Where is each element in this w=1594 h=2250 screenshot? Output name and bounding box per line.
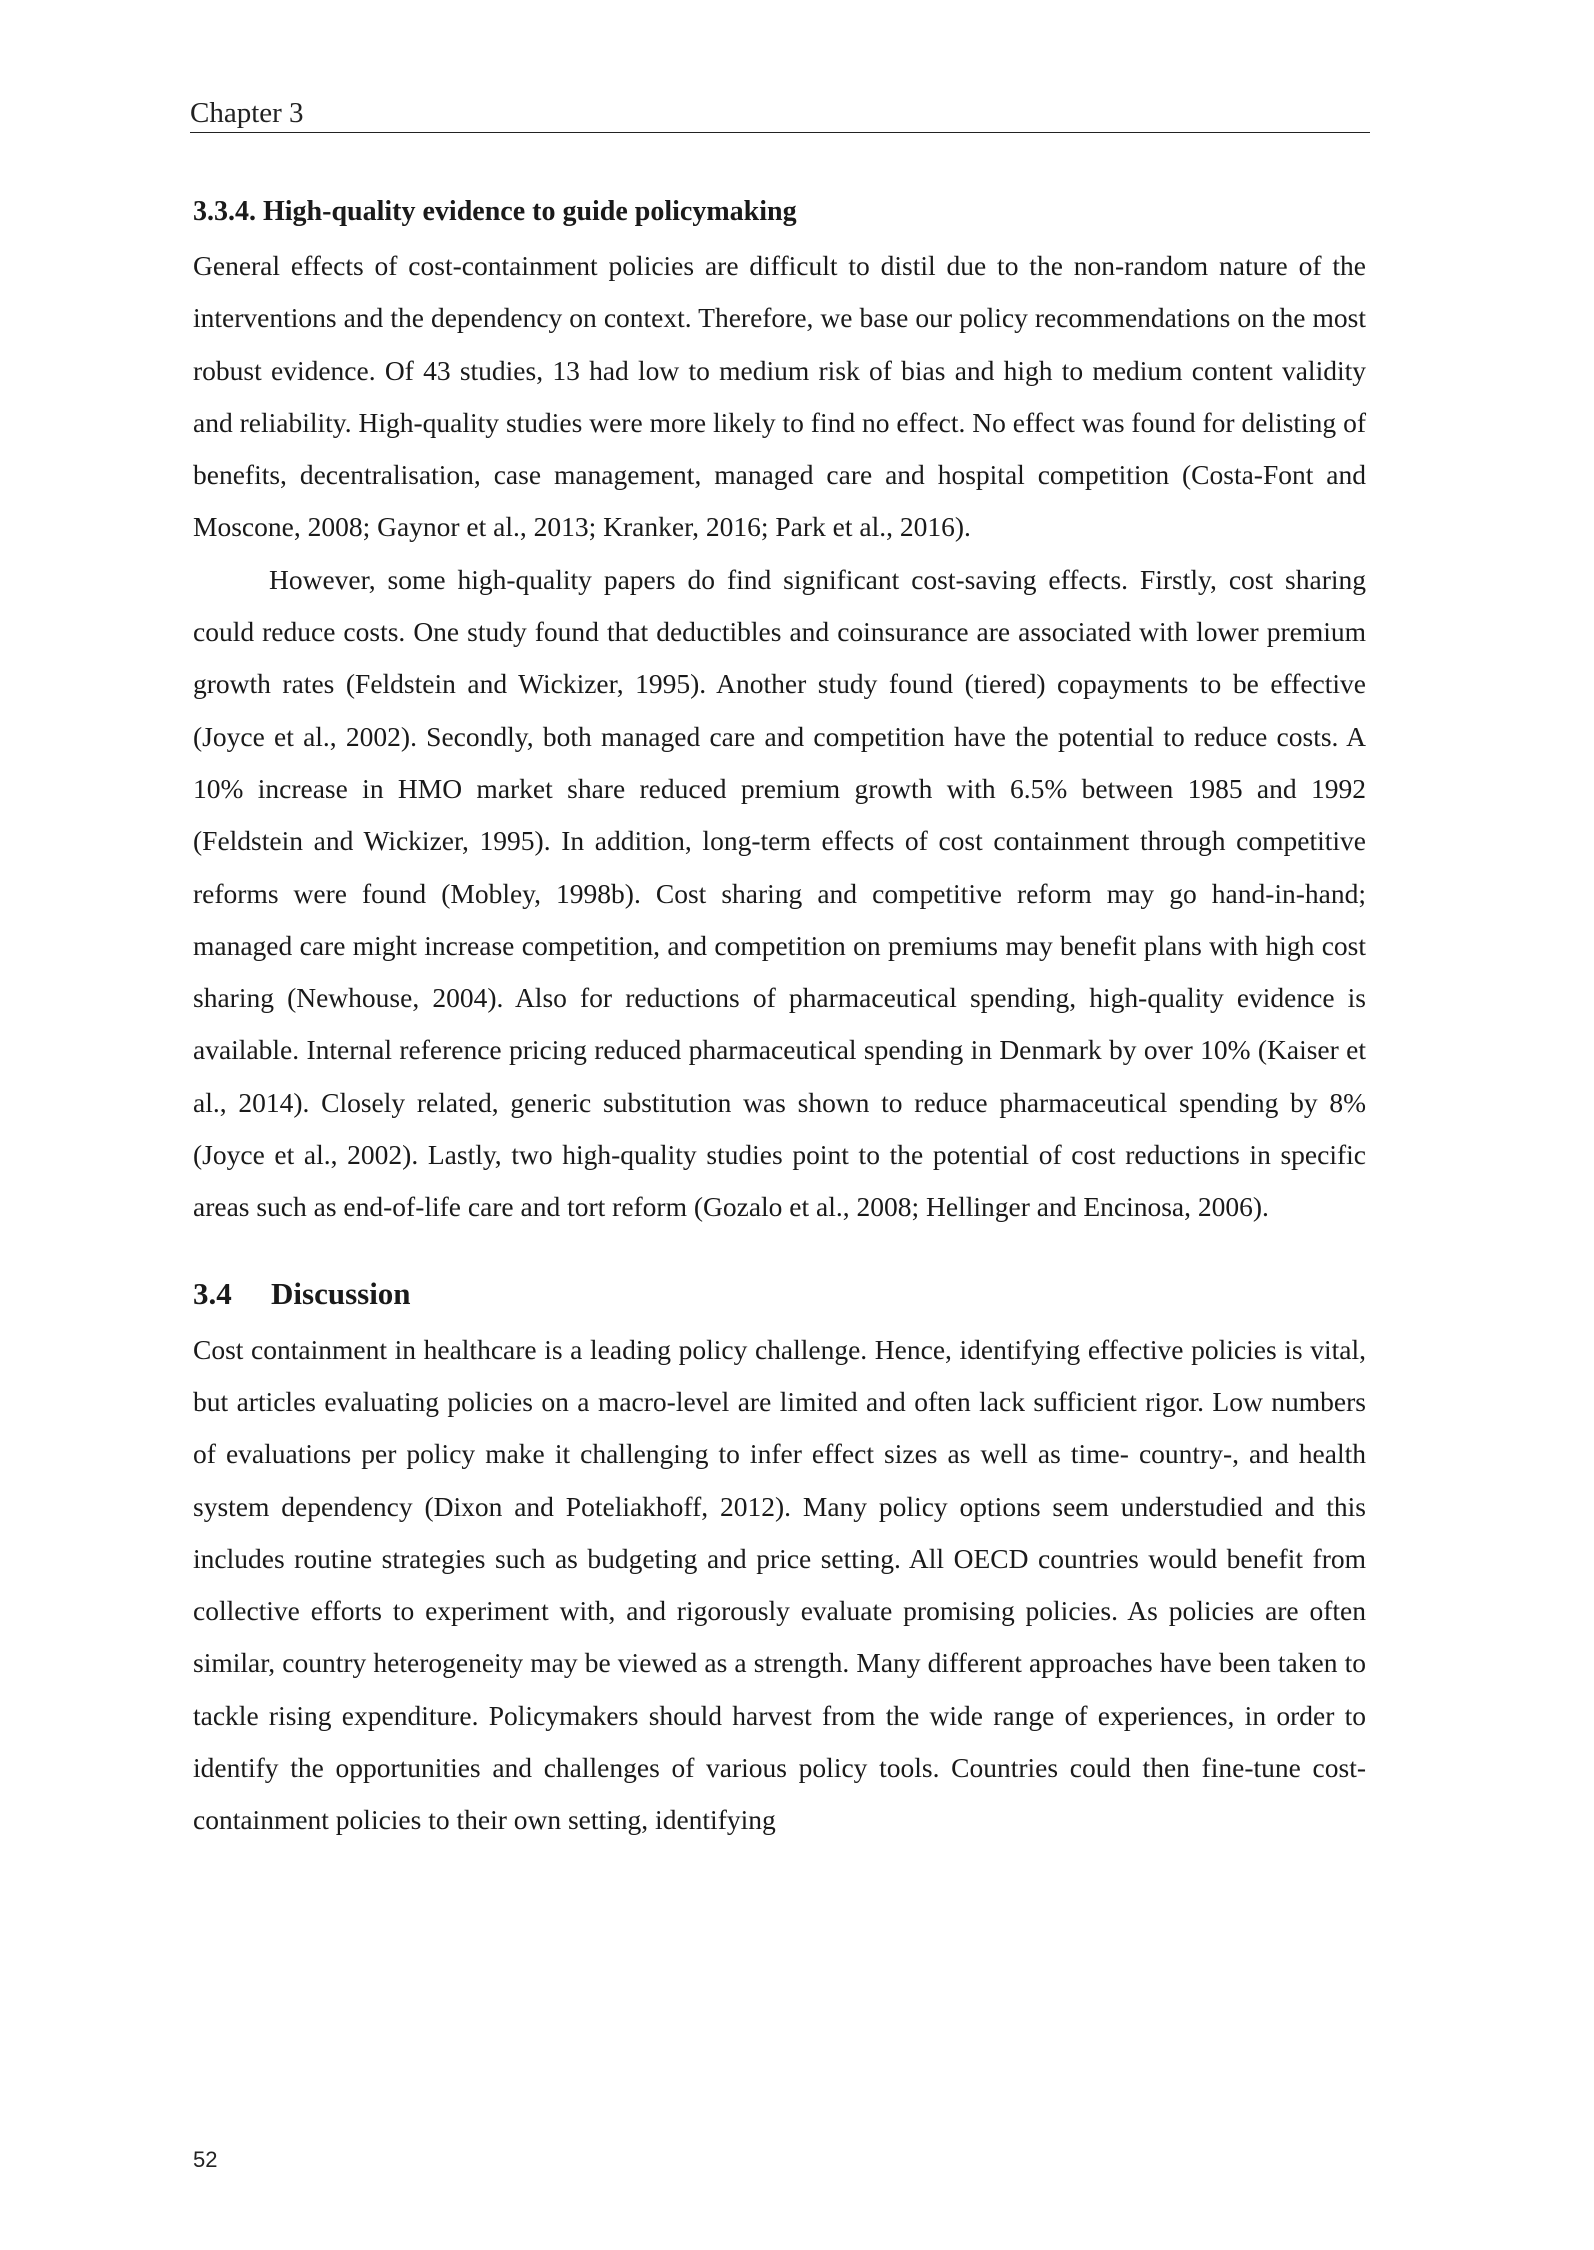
body-paragraph: Cost containment in healthcare is a leading policy challenge. Hence, identifying effective policies is vital, but articles evaluating policies on a macro-level are limited and often lack sufficient rigor. Low numbers of evaluations per policy make it challenging to infer effect sizes as well as time- country-, and health system dependency (Dixon and Poteliakhoff, 2012). Many policy options seem understudied and this includes routine strategies such as budgeting and price setting. All OECD countries would benefit from collective efforts to experiment with, and rigorously evaluate promising policies. As policies are often similar, country heterogeneity may be viewed as a strength. Many different approaches have been taken to tackle rising expenditure. Policymakers should harvest from the wide range of experiences, in order to identify the opportunities and challenges of various policy tools. Countries could then fine-tune cost-containment policies to their own setting, identifying <box>193 1333 1366 1836</box>
body-content <box>193 190 1366 1847</box>
running-header <box>190 92 1370 133</box>
section-heading <box>193 1268 1366 1320</box>
running-header-title: Chapter 3 <box>190 97 304 129</box>
page-number: 52 <box>193 2147 218 2172</box>
subsection-heading: 3.3.4. High-quality evidence to guide policymaking <box>193 196 797 227</box>
body-paragraph: However, some high-quality papers do find significant cost-saving effects. Firstly, cost sharing could reduce costs. One study found that deductibles and coinsurance are associated with lower premium growth rates (Feldstein and Wickizer, 1995). Another study found (tiered) copayments to be effective (Joyce et al., 2002). Secondly, both managed care and competition have the potential to reduce costs. A 10% increase in HMO market share reduced premium growth with 6.5% between 1985 and 1992 (Feldstein and Wickizer, 1995). In addition, long-term effects of cost containment through competitive reforms were found (Mobley, 1998b). Cost sharing and competitive reform may go hand-in-hand; managed care might increase competition, and competition on premiums may benefit plans with high cost sharing (Newhouse, 2004). Also for reductions of pharmaceutical spending, high-quality evidence is available. Internal reference pricing reduced pharmaceutical spending in Denmark by over 10% (Kaiser et al., 2014). Closely related, generic substitution was shown to reduce pharmaceutical spending by 8% (Joyce et al., 2002). Lastly, two high-quality studies point to the potential of cost reductions in specific areas such as end-of-life care and tort reform (Gozalo et al., 2008; Hellinger and Encinosa, 2006). <box>193 563 1366 1223</box>
section-title: Discussion <box>271 1275 411 1311</box>
section-number: 3.4 <box>193 1275 232 1311</box>
body-paragraph: General effects of cost-containment policies are difficult to distil due to the non-random nature of the interventions and the dependency on context. Therefore, we base our policy recommendations on the most robust evidence. Of 43 studies, 13 had low to medium risk of bias and high to medium content validity and reliability. High-quality studies were more likely to find no effect. No effect was found for delisting of benefits, decentralisation, case management, managed care and hospital competition (Costa-Font and Moscone, 2008; Gaynor et al., 2013; Kranker, 2016; Park et al., 2016). <box>193 250 1366 543</box>
